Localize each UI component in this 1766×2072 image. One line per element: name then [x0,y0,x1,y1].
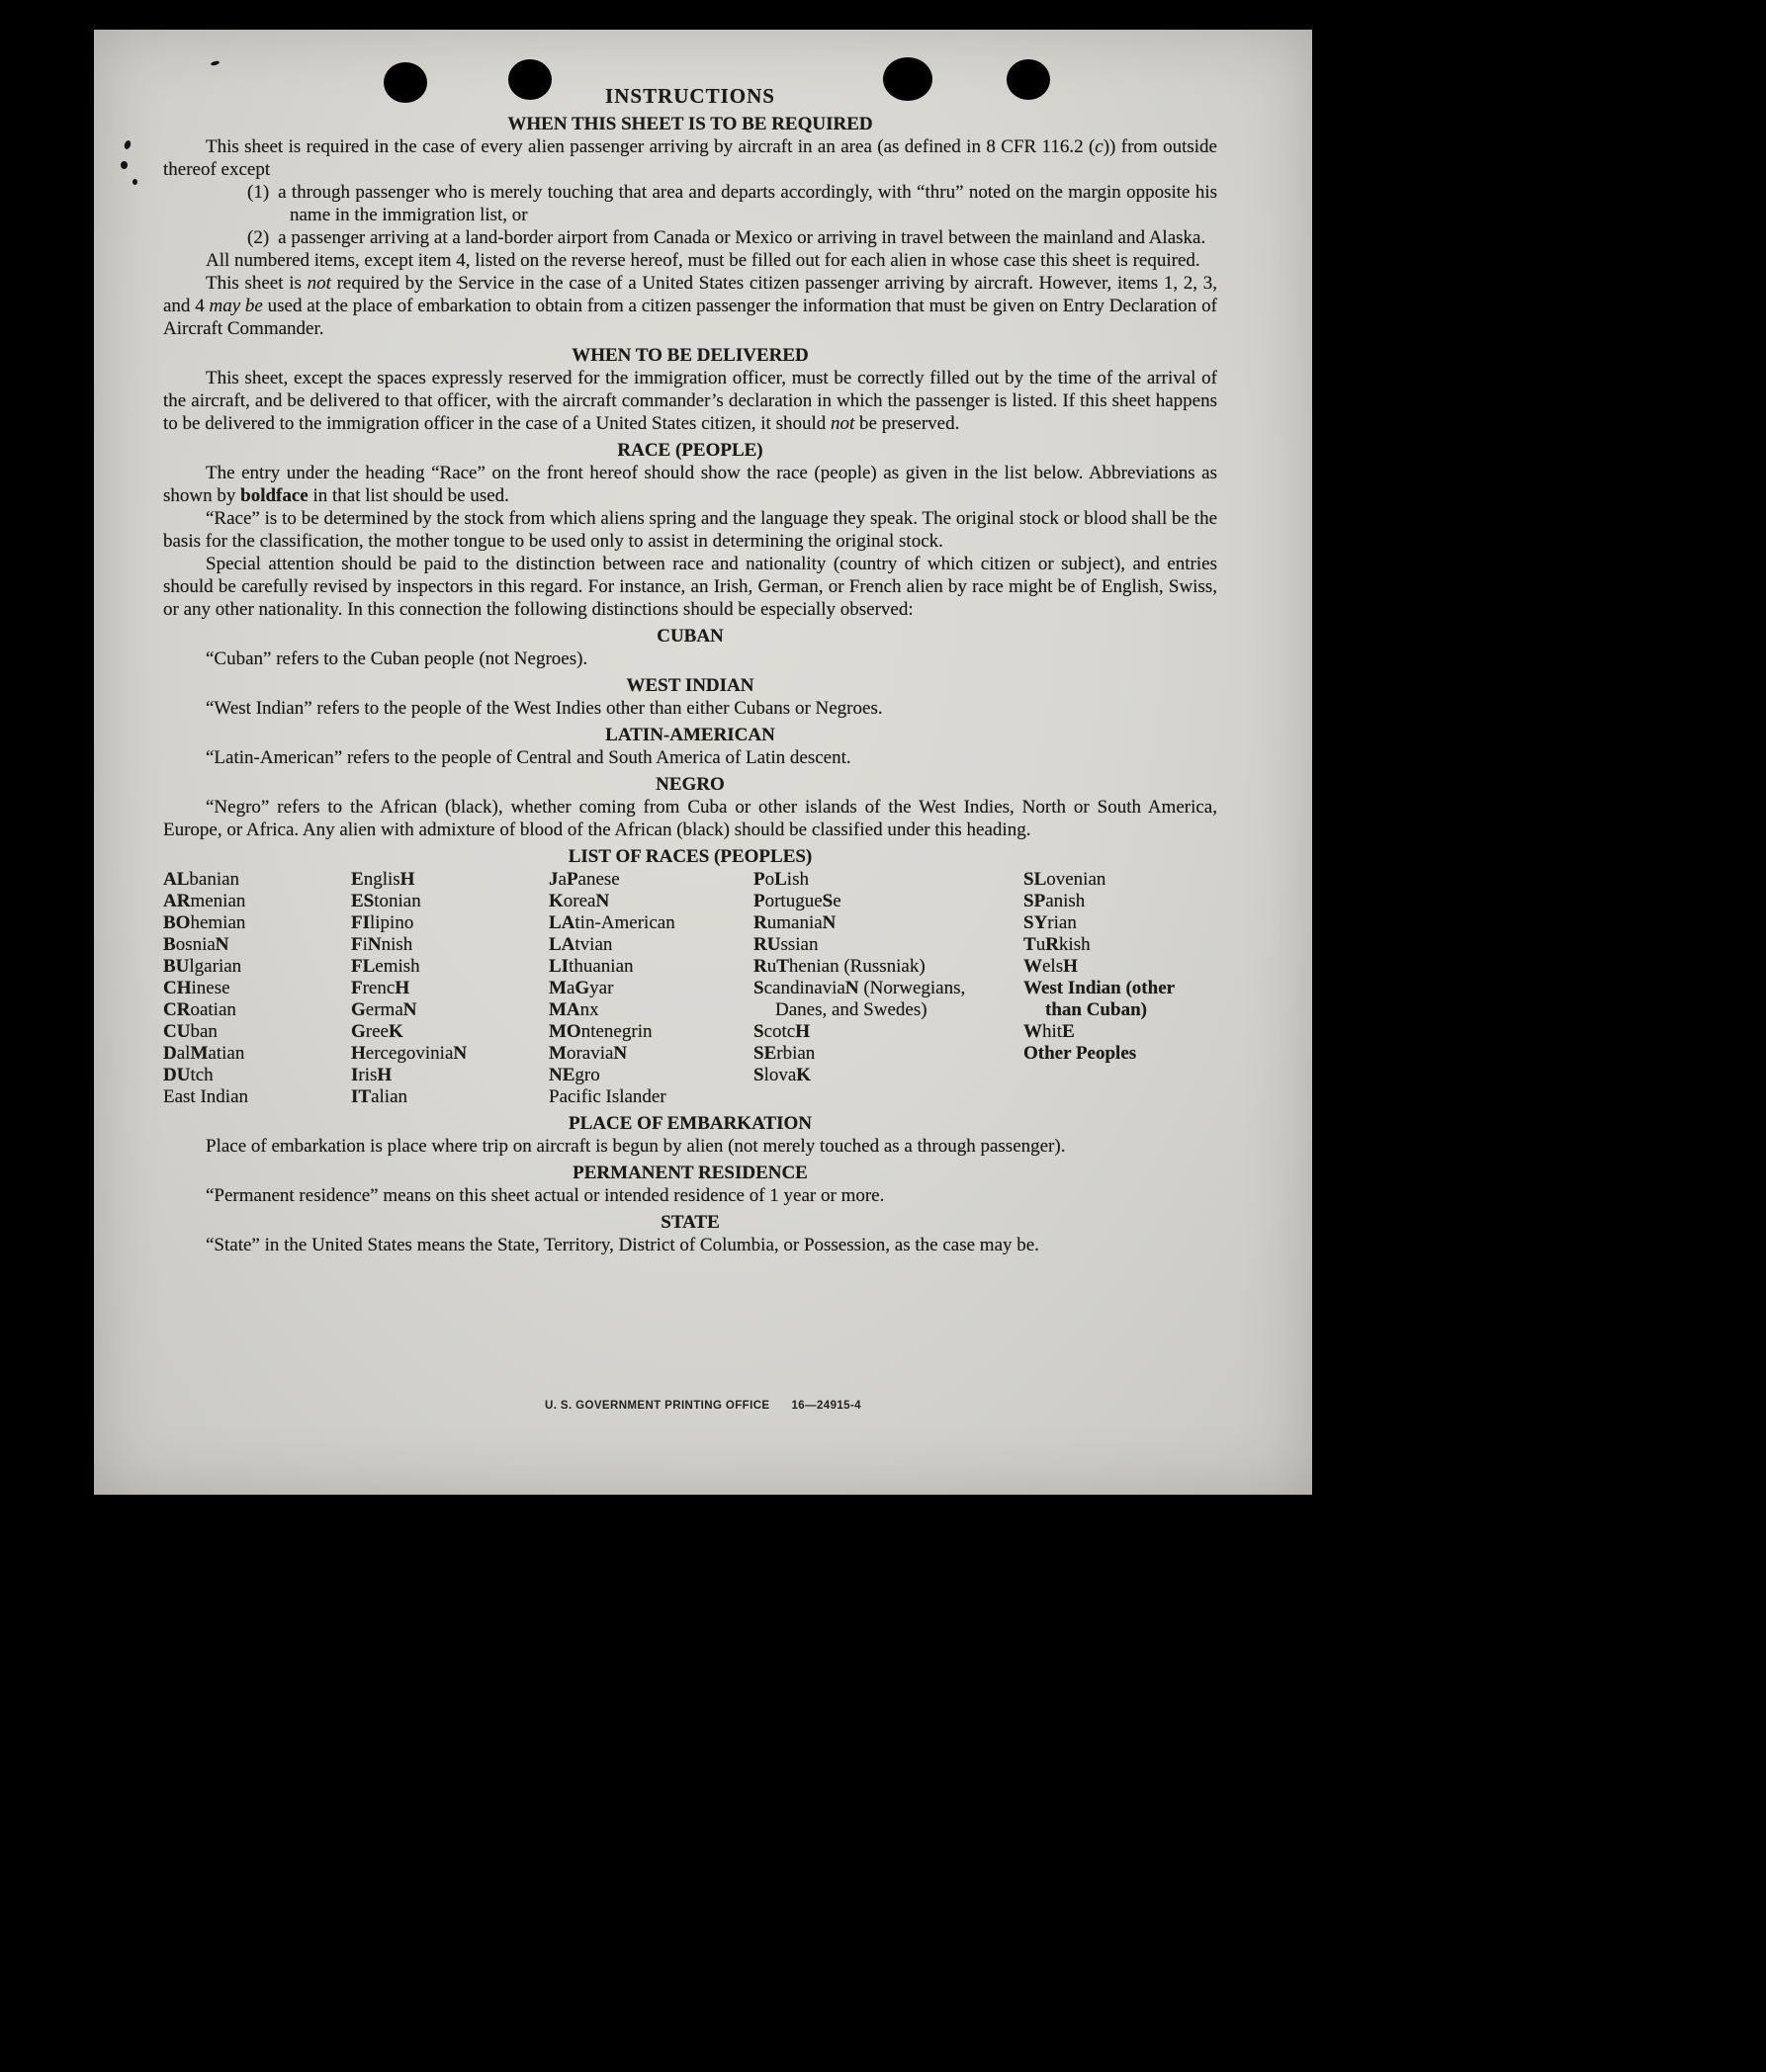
race-item: CRoatian [163,999,236,1020]
paragraph-residence: “Permanent residence” means on this sheet actual or intended residence of 1 year or more. [206,1185,885,1206]
race-item: GreeK [351,1021,403,1042]
race-item: East Indian [163,1086,249,1107]
page-content [163,83,1217,1256]
heading-when-required: WHEN THIS SHEET IS TO BE REQUIRED [507,114,873,134]
race-column [351,869,549,1108]
race-item: RumaniaN [753,912,837,933]
race-item: LAtin-American [549,912,675,933]
race-item: PoLish [753,869,809,890]
race-item: FiNnish [351,934,413,955]
race-item: BOhemian [163,912,246,933]
paragraph-race-nationality: Special attention should be paid to the distinction between race and nationality (country of which citizen or subject), and entries should be carefully revised by inspectors in this regard. For instance, an Irish, German, or French alien by race might be of English, Swiss, or any other nationality. In this connection the following distinctions should be especially observed: [163,554,1217,620]
race-item: West Indian (other than Cuban) [1023,978,1175,1020]
race-item: LIthuanian [549,956,634,977]
page-title: INSTRUCTIONS [605,84,775,108]
race-item: ScotcH [753,1021,811,1042]
scan-artifact [211,60,221,66]
race-column [753,869,1023,1108]
heading-permanent-residence: PERMANENT RESIDENCE [573,1163,808,1183]
race-item: RUssian [753,934,819,955]
race-column [163,869,351,1108]
numbered-item-2 [247,226,1217,249]
races-columns [163,869,1217,1108]
race-item: BUlgarian [163,956,242,977]
printing-office-label: U. S. GOVERNMENT PRINTING OFFICE [545,1400,770,1412]
paragraph-cuban: “Cuban” refers to the Cuban people (not Negroes). [206,648,588,669]
race-item: CHinese [163,978,230,998]
scan-artifact [132,179,137,185]
scan-artifact [121,161,128,169]
race-item: ScandinaviaN (Norwegians, Danes, and Swedes) [753,978,966,1020]
race-item: MoraviaN [549,1043,628,1064]
race-item: BosniaN [163,934,229,955]
item-text: a passenger arriving at a land-border airport from Canada or Mexico or arriving in travel between the mainland and Alaska. [278,227,1206,248]
paragraph-negro: “Negro” refers to the African (black), whether coming from Cuba or other islands of the West Indies, North or South America, Europe, or Africa. Any alien with admixture of blood of the African (black) should be classified under this heading. [163,797,1217,840]
heading-race-people: RACE (PEOPLE) [617,440,763,461]
race-item: EnglisH [351,869,415,890]
paragraph-delivered: This sheet, except the spaces expressly reserved for the immigration officer, must be correctly filled out by the time of the arrival of the aircraft, and be delivered to that officer, with the aircraft commander’s declaration in which the passenger is listed. If this sheet happens to be delivered to the immigration officer in the case of a United States citizen, it should not be preserved. [163,368,1217,434]
race-item: HercegoviniaN [351,1043,468,1064]
heading-when-delivered: WHEN TO BE DELIVERED [572,345,809,366]
race-item: FrencH [351,978,410,998]
race-item: ARmenian [163,891,246,911]
paragraph-required-intro: This sheet is required in the case of every alien passenger arriving by aircraft in an area (as defined in 8 CFR 116.2 (c)) from outside thereof except [163,136,1217,180]
race-item: SYrian [1023,912,1077,933]
race-item: SErbian [753,1043,816,1064]
scanned-document-page [94,30,1312,1495]
race-item: SPanish [1023,891,1086,911]
race-item: Other Peoples [1023,1043,1137,1064]
race-item: NEgro [549,1065,600,1085]
race-item: WhitE [1023,1021,1075,1042]
paragraph-embarkation: Place of embarkation is place where trip on aircraft is begun by alien (not merely touched as a through passenger). [206,1136,1066,1157]
paragraph-latin-american: “Latin-American” refers to the people of Central and South America of Latin descent. [206,747,851,768]
heading-west-indian: WEST INDIAN [626,675,754,696]
race-column [549,869,753,1108]
race-item: EStonian [351,891,421,911]
footer-imprint [94,1400,1312,1412]
race-item: MaGyar [549,978,614,998]
paragraph-numbered-items: All numbered items, except item 4, listed on the reverse hereof, must be filled out for each alien in whose case this sheet is required. [206,250,1200,271]
race-item: IrisH [351,1065,393,1085]
race-item: ALbanian [163,869,240,890]
heading-state: STATE [661,1212,720,1233]
heading-cuban: CUBAN [657,626,724,647]
numbered-item-1 [247,181,1217,226]
race-item: RuThenian (Russniak) [753,956,926,977]
race-item: MOntenegrin [549,1021,653,1042]
paragraph-race-entry: The entry under the heading “Race” on the front hereof should show the race (people) as given in the list below. Abbreviations as shown by boldface in that list should be used. [163,463,1217,506]
race-item: DUtch [163,1065,214,1085]
heading-negro: NEGRO [656,774,725,795]
race-item: CUban [163,1021,218,1042]
race-item: MAnx [549,999,599,1020]
item-number: (2) [247,227,270,248]
race-item: LAtvian [549,934,613,955]
race-item: Pacific Islander [549,1086,666,1107]
race-item: TuRkish [1023,934,1091,955]
scan-artifact [124,139,132,150]
paragraph-not-required: This sheet is not required by the Service in the case of a United States citizen passenger arriving by aircraft. However, items 1, 2, 3, and 4 may be used at the place of embarkation to obtain from a citizen passenger the information that must be given on Entry Declaration of Aircraft Commander. [163,273,1217,339]
form-number: 16—24915-4 [791,1400,861,1412]
race-item: KoreaN [549,891,610,911]
heading-place-of-embarkation: PLACE OF EMBARKATION [569,1113,812,1134]
heading-latin-american: LATIN-AMERICAN [605,725,775,745]
race-item: SLovenian [1023,869,1106,890]
race-item: FLemish [351,956,420,977]
paragraph-race-determined: “Race” is to be determined by the stock from which aliens spring and the language they speak. The original stock or blood shall be the basis for the classification, the mother tongue to be used only to assist in determining the original stock. [163,508,1217,552]
heading-list-of-races: LIST OF RACES (PEOPLES) [568,846,813,867]
paragraph-west-indian: “West Indian” refers to the people of the West Indies other than either Cubans or Negroes. [206,698,883,719]
race-item: SlovaK [753,1065,812,1085]
race-column [1023,869,1213,1108]
item-text: a through passenger who is merely touching that area and departs accordingly, with “thru” noted on the margin opposite his name in the immigration list, or [278,182,1217,225]
race-item: JaPanese [549,869,620,890]
race-item: ITalian [351,1086,408,1107]
race-item: DalMatian [163,1043,245,1064]
race-item: FIlipino [351,912,414,933]
race-item: PortugueSe [753,891,841,911]
race-item: WelsH [1023,956,1078,977]
item-number: (1) [247,182,270,203]
race-item: GermaN [351,999,417,1020]
paragraph-state: “State” in the United States means the State, Territory, District of Columbia, or Possession, as the case may be. [206,1235,1039,1255]
